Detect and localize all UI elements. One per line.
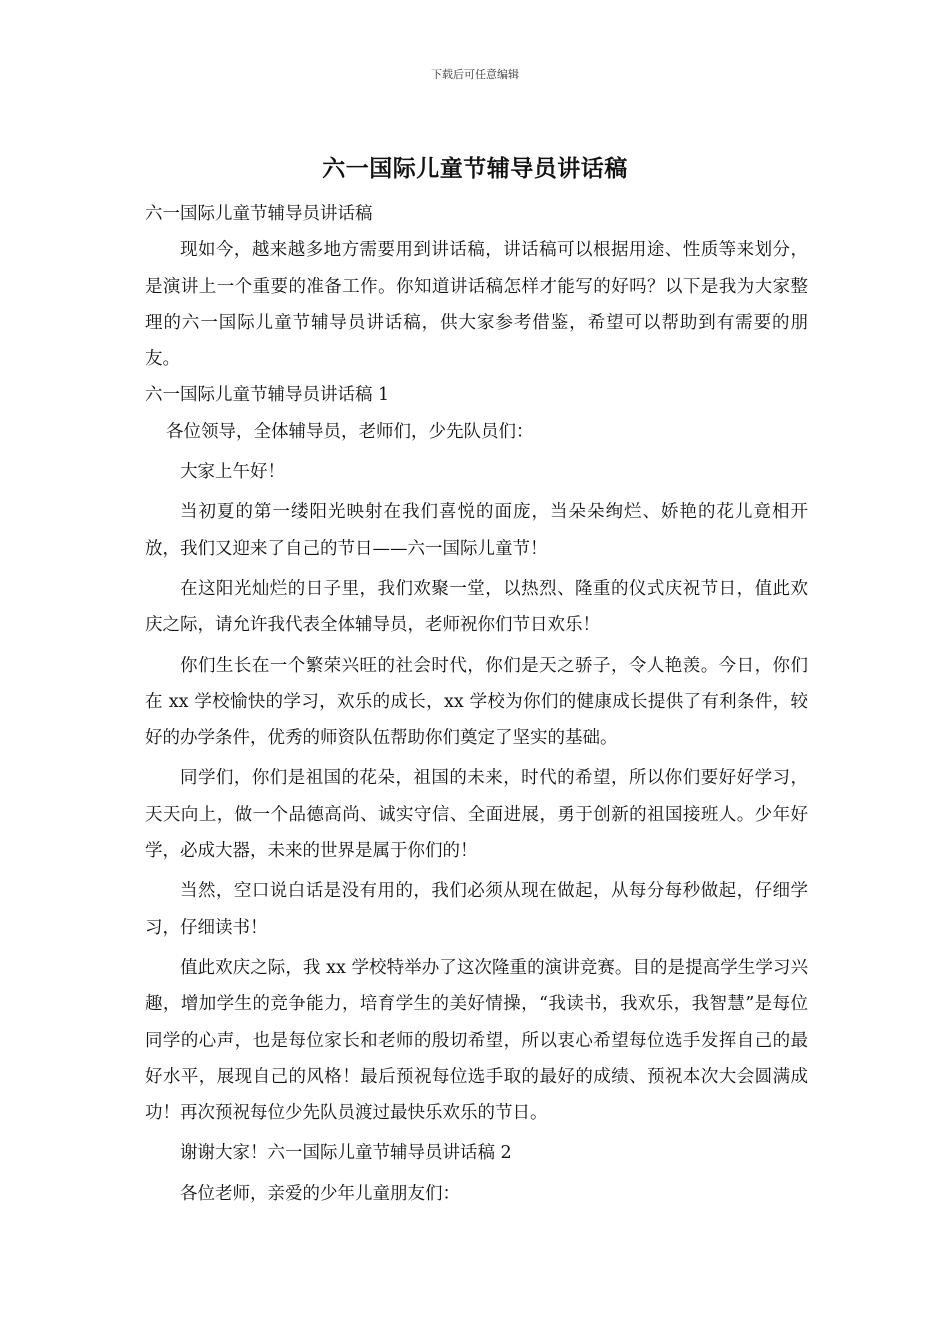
paragraph: 各位老师，亲爱的少年儿童朋友们： <box>180 1183 460 1204</box>
paragraph: 同学们，你们是祖国的花朵，祖国的未来，时代的希望，所以你们要好好学习，天天向上，做一个品德高尚、诚实守信、全面进展，勇于创新的祖国接班人。少年好学，必成大器，未来的世界是属于你们的！ <box>145 768 808 862</box>
document-body <box>145 196 808 1212</box>
document-title: 六一国际儿童节辅导员讲话稿 <box>322 155 628 182</box>
paragraph: 各位领导，全体辅导员，老师们，少先队员们： <box>166 421 534 442</box>
section-heading: 六一国际儿童节辅导员讲话稿 1 <box>145 385 390 406</box>
paragraph: 谢谢大家！六一国际儿童节辅导员讲话稿 2 <box>180 1143 512 1164</box>
document-subtitle: 六一国际儿童节辅导员讲话稿 <box>145 204 373 224</box>
paragraph: 当然，空口说白话是没有用的，我们必须从现在做起，从每分每秒做起，仔细学习，仔细读书！ <box>145 881 808 938</box>
paragraph: 现如今，越来越多地方需要用到讲话稿，讲话稿可以根据用途、性质等来划分，是演讲上一个重要的准备工作。你知道讲话稿怎样才能写的好吗？以下是我为大家整理的六一国际儿童节辅导员讲话稿，供大家参考借鉴，希望可以帮助到有需要的朋友。 <box>145 240 808 370</box>
paragraph: 值此欢庆之际，我 xx 学校特举办了这次隆重的演讲竞赛。目的是提高学生学习兴趣，增加学生的竞争能力，培育学生的美好情操，“我读书，我欢乐，我智慧”是每位同学的心声，也是每位家长和老师的殷切希望，所以衷心希望每位选手发挥自己的最好水平，展现自己的风格！最后预祝每位选手取的最好的成绩、预祝本次大会圆满成功！再次预祝每位少先队员渡过最快乐欢乐的节日。 <box>145 957 808 1124</box>
header-note: 下载后可任意编辑 <box>431 68 519 81</box>
paragraph: 大家上午好！ <box>180 462 285 483</box>
paragraph: 在这阳光灿烂的日子里，我们欢聚一堂，以热烈、隆重的仪式庆祝节日，值此欢庆之际，请允许我代表全体辅导员，老师祝你们节日欢乐！ <box>145 578 808 636</box>
paragraph: 当初夏的第一缕阳光映射在我们喜悦的面庞，当朵朵绚烂、娇艳的花儿竟相开放，我们又迎来了自己的节日——六一国际儿童节！ <box>145 502 808 559</box>
paragraph: 你们生长在一个繁荣兴旺的社会时代，你们是天之骄子，令人艳羡。今日，你们在 xx 学校愉快的学习，欢乐的成长，xx 学校为你们的健康成长提供了有利条件，较好的办学条件，优秀的师资队伍帮助你们奠定了坚实的基础。 <box>145 655 808 749</box>
